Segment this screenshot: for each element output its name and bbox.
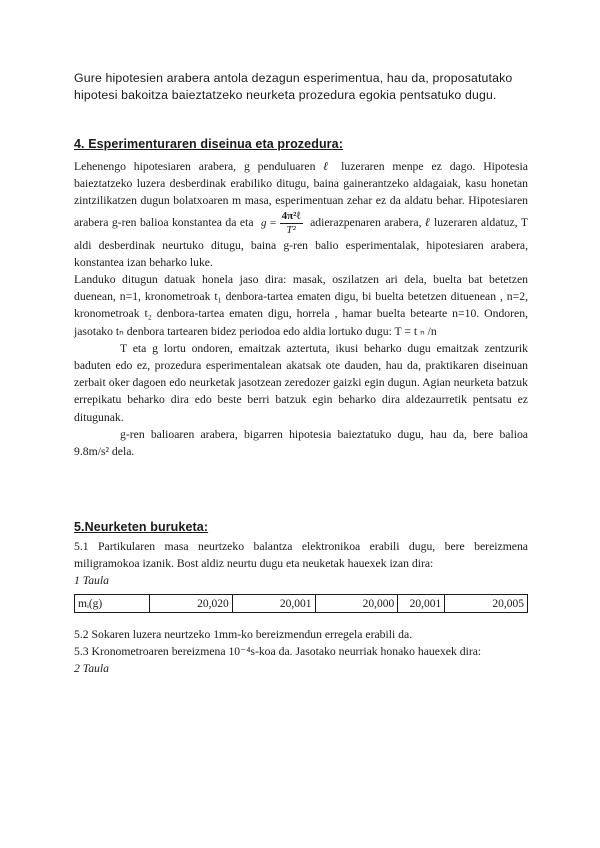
section4-heading: 4. Esperimenturaren diseinua eta prozedura: (74, 137, 343, 151)
table2-caption: 2 Taula (74, 662, 109, 676)
table-cell: 20,001 (398, 595, 445, 613)
p1-text-a: Lehenengo hipotesiaren arabera, g penduluaren (74, 160, 324, 173)
formula-fraction (280, 210, 303, 237)
section5-2-paragraph: 5.2 Sokaren luzera neurtzeko 1mm-ko bereizmendun erregela erabili da. (74, 628, 413, 641)
table1-caption: 1 Taula (74, 574, 109, 588)
section5-heading: 5.Neurketen buruketa: (74, 520, 209, 534)
table-cell: 20,000 (315, 595, 398, 613)
formula-lhs: g = (260, 216, 277, 229)
table-cell: 20,020 (150, 595, 233, 613)
formula-denominator: T² (286, 223, 296, 236)
period-formula (261, 210, 303, 237)
section4-body (74, 158, 528, 460)
table-cell: 20,001 (232, 595, 315, 613)
section5-rest (74, 626, 528, 678)
section4-paragraph-2: Landuko ditugun datuak honela jaso dira: masak, oszilatzen ari dela, buelta bat betetzen duenean, n=1, kronometroak t₁ denbora-tartea ematen digu, bi buelta betetzen dituenean , n=2, kronometroak t₂ denbora-tartea ematen digu, horrela , hamar buelta betearte n=10. Ondoren, jasotako tₙ denbora tartearen bidez periodoa edo aldia lortuko dugu: T = t ₙ /n (74, 273, 528, 338)
p1-text-c: adierazpenaren arabera, (306, 215, 425, 229)
p1-text-d: luzeraren aldatuz, T aldi desberdinak neurtuko ditugu, baina g-ren balio esperimentalak, hipotesiaren arabera, konstantea izan beharko luke. (74, 215, 528, 269)
section4-paragraph-4: g-ren balioaren arabera, bigarren hipotesia baieztatuko dugu, hau da, bere balioa 9.8m/s² dela. (74, 427, 528, 459)
section5-1-text (74, 538, 528, 590)
formula-numerator: 4π²ℓ (281, 209, 301, 222)
section4-paragraph-1 (74, 158, 528, 271)
table-cell: 20,005 (445, 595, 528, 613)
table-header-cell: mᵢ(g) (75, 595, 150, 613)
ell-symbol: ℓ (323, 160, 334, 173)
section4-paragraph-3: T eta g lortu ondoren, emaitzak aztertuta, ikusi beharko dugu emaitzak zentzurik baduten edo ez, prozedura esperimentalean akatsak ote dauden, hau da, praktikaren diseinuan zerbait oker dagoen edo neurketak jasotzean zeredozer gaizki egin dugun. Agian neurketa batzuk errepikatu beharko dira edo beste berri batzuk egin beharko dira aldezaurretik pentsatu ez ditugunak. (74, 341, 528, 424)
table-row (75, 595, 528, 613)
p1-text-b: luzeraren menpe ez dago. Hipotesia baieztatzeko luzera desberdinak erabiliko ditugu, baina gainerantzeko aldagaiak, kasu honetan zintzilikatzen dugun bolatxoaren m masa, esperimentuan zehar ez da aldatu behar. Hipotesiaren arabera g-ren balioa konstantea da eta (74, 160, 528, 229)
section5-1-paragraph: 5.1 Partikularen masa neurtzeko balantza elektronikoa erabili dugu, bere bereizmena miligramokoa izanik. Bost aldiz neurtu dugu eta neuketak hauexek izan dira: (74, 540, 528, 571)
ell-symbol-2: ℓ (425, 215, 431, 229)
mass-table (74, 594, 528, 613)
intro-paragraph: Gure hipotesien arabera antola dezagun esperimentua, hau da, proposatutako hipotesi bakoitza baieztatzeko neurketa prozedura egokia pentsatuko dugu. (74, 71, 513, 102)
section5-3-paragraph: 5.3 Kronometroaren bereizmena 10⁻⁴s-koa da. Jasotako neurriak honako hauexek dira: (74, 645, 482, 659)
